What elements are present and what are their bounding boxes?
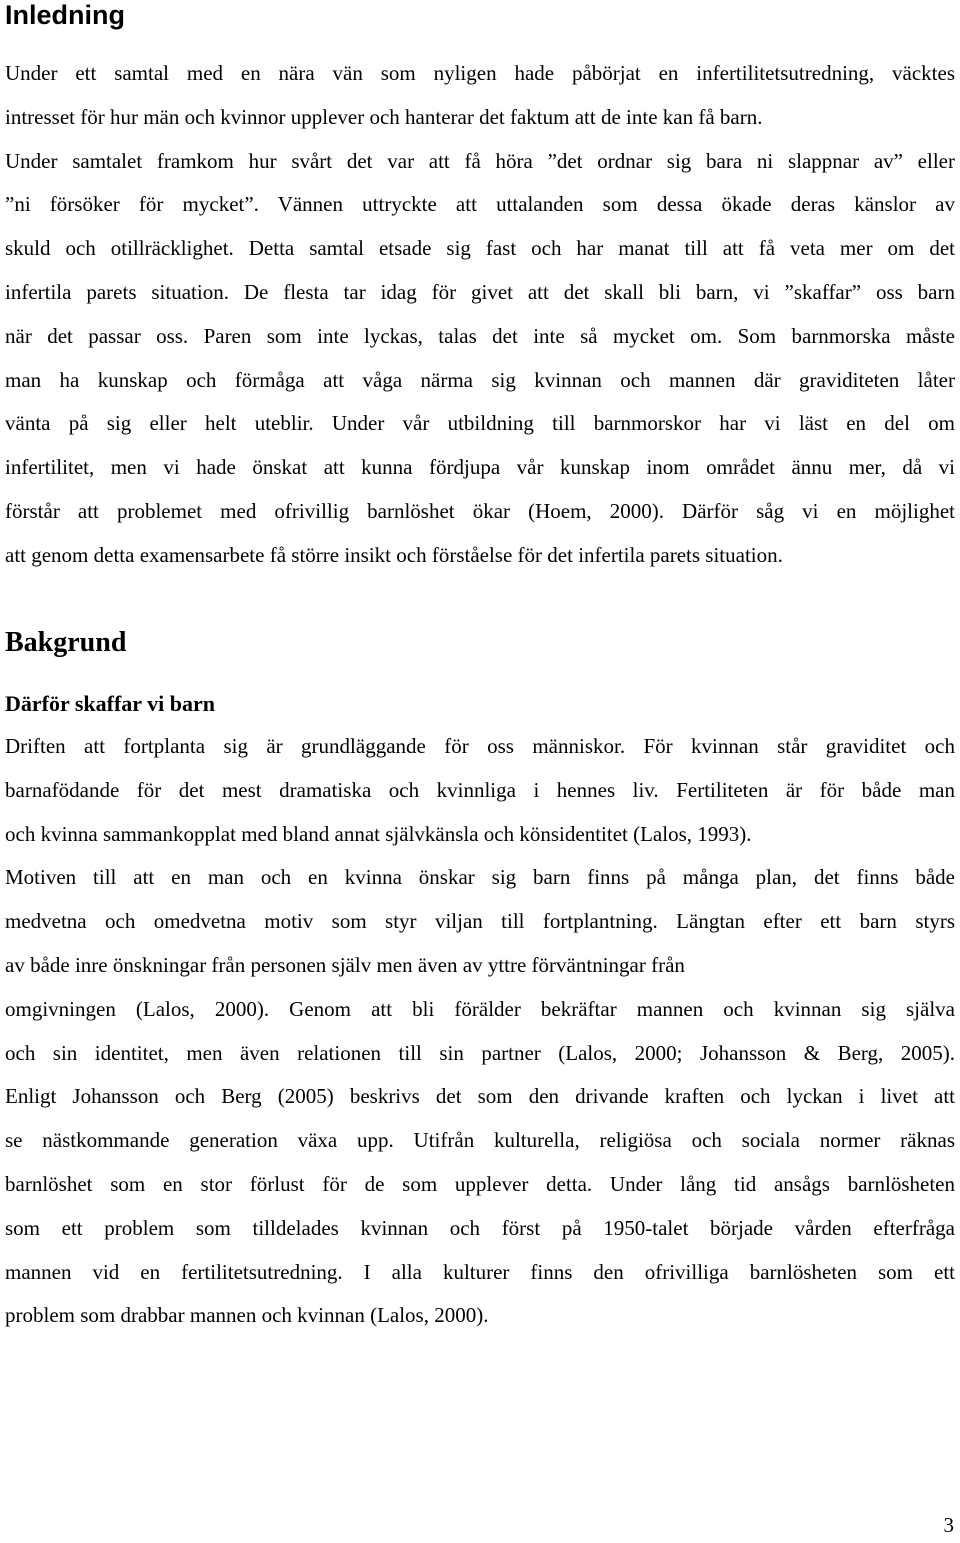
bakgrund-line: barnafödande för det mest dramatiska och kvinnliga i hennes liv. Fertiliteten är för både man: [5, 777, 955, 802]
intro-line: när det passar oss. Paren som inte lyckas, talas det inte så mycket om. Som barnmorska måste: [5, 323, 955, 348]
heading-inledning: Inledning: [5, 0, 125, 30]
bakgrund-line: Motiven till att en man och en kvinna önskar sig barn finns på många plan, det finns både: [5, 865, 955, 890]
bakgrund-line: Enligt Johansson och Berg (2005) beskrivs det som den drivande kraften och lyckan i livet att: [5, 1084, 955, 1109]
bakgrund-line: och sin identitet, men även relationen till sin partner (Lalos, 2000; Johansson & Berg, 2005).: [5, 1040, 955, 1065]
bakgrund-line: problem som drabbar mannen och kvinnan (Lalos, 2000).: [5, 1303, 489, 1328]
bakgrund-paragraph: [5, 725, 955, 1338]
intro-line: infertila parets situation. De flesta tar idag för givet att det skall bli barn, vi ”skaffar” oss barn: [5, 279, 955, 304]
subheading-darfor-skaffar-vi-barn: Därför skaffar vi barn: [5, 691, 216, 716]
intro-line: intresset för hur män och kvinnor upplever och hanterar det faktum att de inte kan få barn.: [5, 104, 763, 129]
intro-line: infertilitet, men vi hade önskat att kunna fördjupa vår kunskap inom området ännu mer, då vi: [5, 455, 955, 480]
bakgrund-line: se nästkommande generation växa upp. Utifrån kulturella, religiösa och sociala normer räknas: [5, 1128, 955, 1153]
bakgrund-line: och kvinna sammankopplat med bland annat självkänsla och könsidentitet (Lalos, 1993).: [5, 821, 752, 846]
bakgrund-line: mannen vid en fertilitetsutredning. I alla kulturer finns den ofrivilliga barnlösheten som ett: [5, 1259, 955, 1284]
intro-line: vänta på sig eller helt uteblir. Under vår utbildning till barnmorskor har vi läst en del om: [5, 411, 955, 436]
bakgrund-line: medvetna och omedvetna motiv som styr viljan till fortplantning. Längtan efter ett barn styrs: [5, 909, 955, 934]
intro-paragraph: [5, 52, 955, 578]
intro-line: Under samtalet framkom hur svårt det var att få höra ”det ordnar sig bara ni slappnar av” eller: [5, 148, 955, 173]
intro-line: man ha kunskap och förmåga att våga närma sig kvinnan och mannen där graviditeten låter: [5, 367, 955, 392]
page-number: 3: [943, 1513, 954, 1537]
intro-line: att genom detta examensarbete få större insikt och förståelse för det infertila parets situation.: [5, 542, 783, 567]
intro-line: skuld och otillräcklighet. Detta samtal etsade sig fast och har manat till att få veta mer om det: [5, 236, 955, 261]
heading-bakgrund: Bakgrund: [5, 627, 127, 658]
intro-line: ”ni försöker för mycket”. Vännen uttryckte att uttalanden som dessa ökade deras känslor av: [5, 192, 955, 217]
bakgrund-line: omgivningen (Lalos, 2000). Genom att bli förälder bekräftar mannen och kvinnan sig själva: [5, 996, 955, 1021]
intro-line: Under ett samtal med en nära vän som nyligen hade påbörjat en infertilitetsutredning, väcktes: [5, 61, 955, 85]
intro-line: förstår att problemet med ofrivillig barnlöshet ökar (Hoem, 2000). Därför såg vi en möjlighet: [5, 498, 955, 523]
bakgrund-line: barnlöshet som en stor förlust för de som upplever detta. Under lång tid ansågs barnlösheten: [5, 1171, 955, 1196]
bakgrund-line: som ett problem som tilldelades kvinnan och först på 1950-talet började vården efterfråga: [5, 1215, 955, 1240]
bakgrund-line: av både inre önskningar från personen själv men även av yttre förväntningar från: [5, 952, 685, 977]
bakgrund-line: Driften att fortplanta sig är grundläggande för oss människor. För kvinnan står graviditet och: [5, 734, 955, 758]
